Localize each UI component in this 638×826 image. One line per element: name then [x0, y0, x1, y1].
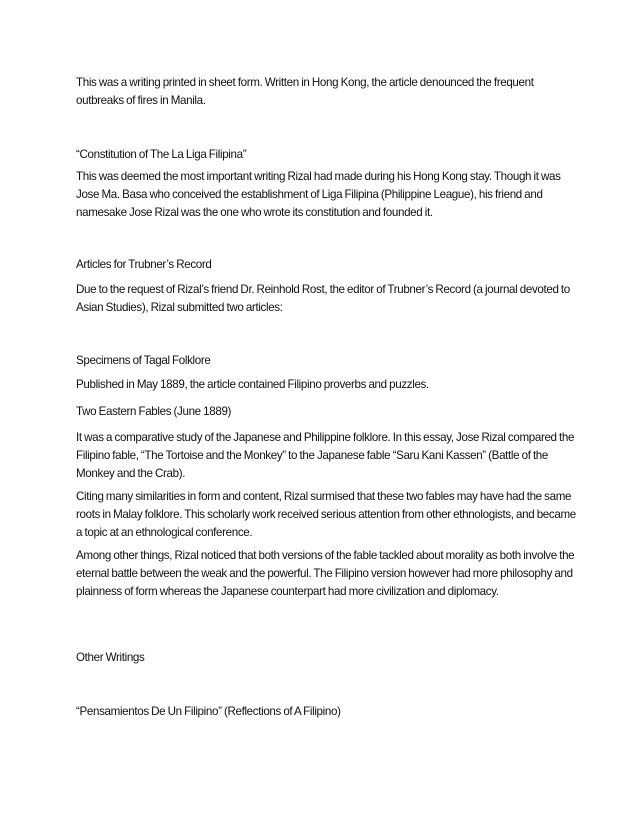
paragraph-comparative-study: It was a comparative study of the Japanese and Philippine folklore. In this essay, Jose Rizal compared the Filipino fable, “The Tortoise and the Monkey” to the Japanese fable “Saru Kani Kassen” (Battle of the Monkey and the Crab). [76, 431, 575, 480]
paragraph-specimens: Published in May 1889, the article contained Filipino proverbs and puzzles. [76, 378, 429, 391]
heading-pensamientos: “Pensamientos De Un Filipino” (Reflections of A Filipino) [76, 705, 341, 718]
paragraph-similarities: Citing many similarities in form and content, Rizal surmised that these two fables may have had the same roots in Malay folklore. This scholarly work received serious attention from other ethnologists, and became a topic at an ethnological conference. [76, 490, 576, 539]
heading-two-eastern-fables: Two Eastern Fables (June 1889) [76, 405, 232, 418]
heading-specimens-tagal-folklore: Specimens of Tagal Folklore [76, 354, 211, 367]
paragraph-constitution: This was deemed the most important writing Rizal had made during his Hong Kong stay. Though it was Jose Ma. Basa who conceived the establishment of Liga Filipina (Philippine League), his friend and namesake Jose Rizal was the one who wrote its constitution and founded it. [76, 170, 561, 219]
paragraph-morality: Among other things, Rizal noticed that both versions of the fable tackled about morality as both involve the eternal battle between the weak and the powerful. The Filipino version however had more philosophy and plainness of form whereas the Japanese counterpart had more civilization and diplomacy. [76, 549, 575, 598]
heading-articles-trubners-record: Articles for Trubner’s Record [76, 258, 212, 271]
paragraph-trubners-record: Due to the request of Rizal’s friend Dr. Reinhold Rost, the editor of Trubner’s Record (a journal devoted to Asian Studies), Rizal submitted two articles: [76, 283, 570, 314]
heading-constitution-la-liga-filipina: “Constitution of The La Liga Filipina” [76, 148, 247, 161]
heading-other-writings: Other Writings [76, 651, 145, 664]
paragraph-sheet-writing: This was a writing printed in sheet form. Written in Hong Kong, the article denounced the frequent outbreaks of fires in Manila. [76, 76, 534, 107]
